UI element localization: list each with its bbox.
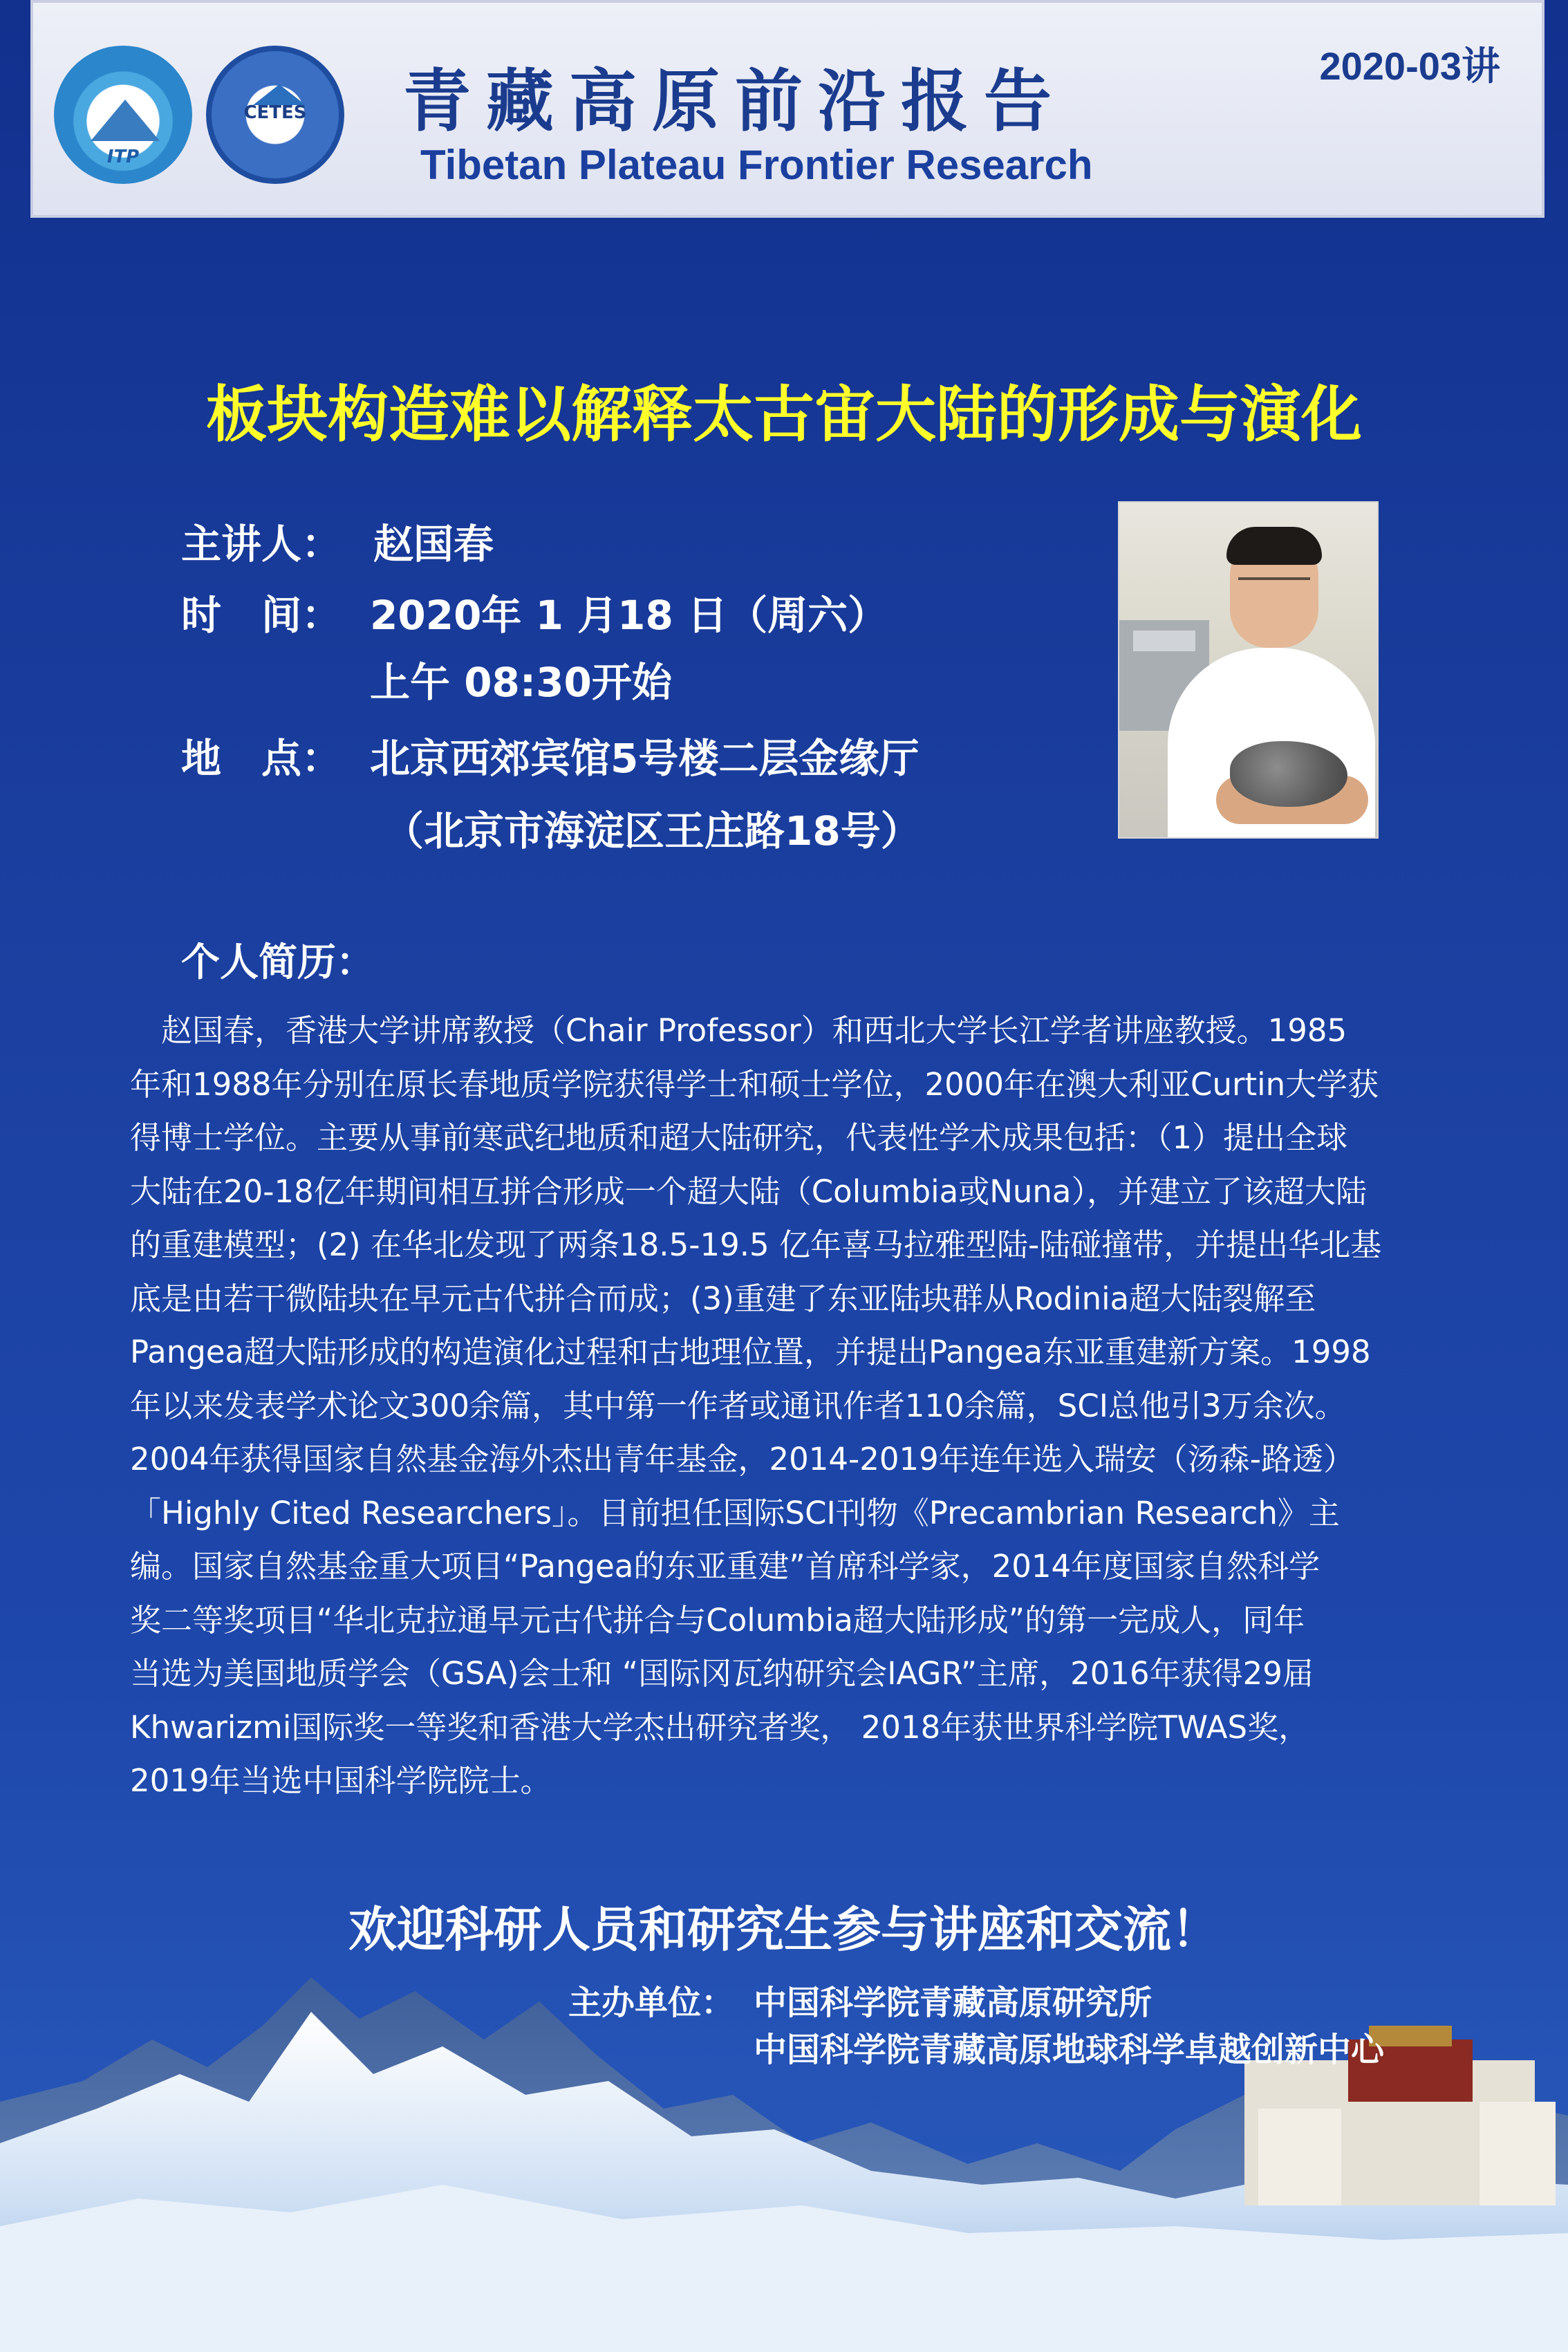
- place-name: 北京西郊宾馆5号楼二层金缘厅: [370, 735, 920, 782]
- photo-glasses: [1238, 577, 1310, 594]
- bio-line: Khwarizmi国际奖一等奖和香港大学杰出研究者奖， 2018年获世界科学院TWAS奖，: [130, 1708, 1310, 1746]
- speaker-name: 赵国春: [373, 521, 494, 568]
- organizer-1: 中国科学院青藏高原研究所: [754, 1984, 1152, 2022]
- cetes-logo: [206, 46, 344, 184]
- photo-hair: [1226, 527, 1322, 565]
- time-date: 2020年 1 月18 日（周六）: [370, 592, 888, 639]
- bio-line: 2004年获得国家自然基金海外杰出青年基金，2014-2019年连年选入瑞安（汤森-路透）: [130, 1441, 1355, 1477]
- lecture-title: 板块构造难以解释太古宙大陆的形成与演化: [205, 379, 1362, 450]
- place-address: （北京市海淀区王庄路18号）: [384, 808, 921, 855]
- organizer-label: 主办单位：: [568, 1984, 735, 2022]
- bio-line: 赵国春，香港大学讲席教授（Chair Professor）和西北大学长江学者讲座教授。1985: [130, 1012, 1347, 1049]
- logo-text-cetes: CETES: [243, 102, 307, 123]
- bio-line: 年和1988年分别在原长春地质学院获得学士和硕士学位，2000年在澳大利亚Curtin大学获: [130, 1065, 1379, 1103]
- organizer-2: 中国科学院青藏高原地球科学卓越创新中心: [754, 2031, 1385, 2069]
- series-title-en: Tibetan Plateau Frontier Research: [420, 142, 1093, 188]
- bio-title: 个人简历：: [181, 940, 375, 985]
- speaker-label: 主讲人：: [181, 521, 342, 568]
- place-label: 地 点：: [181, 735, 342, 782]
- bio-line: 底是由若干微陆块在早元古代拼合而成；(3)重建了东亚陆块群从Rodinia超大陆裂解至: [130, 1280, 1316, 1317]
- photo-bg-device: [1133, 631, 1195, 651]
- bio-line: 的重建模型；(2) 在华北发现了两条18.5-19.5 亿年喜马拉雅型陆-陆碰撞带，并提出华北基: [130, 1226, 1382, 1263]
- speaker-photo: [1118, 501, 1379, 839]
- bio-line: 「Highly Cited Researchers」。目前担任国际SCI刊物《Precambrian Research》主: [130, 1494, 1340, 1531]
- bio-line: 编。国家自然基金重大项目“Pangea的东亚重建”首席科学家，2014年度国家自然科学: [130, 1548, 1320, 1585]
- mountain-icon: [91, 100, 160, 141]
- series-title-cn: 青藏高原前沿报告: [403, 62, 1067, 141]
- bio-text: [130, 1004, 1444, 1808]
- itp-logo: [54, 46, 192, 184]
- bio-line: 年以来发表学术论文300余篇，其中第一作者或通讯作者110余篇，SCI总他引3万余次。: [130, 1387, 1346, 1424]
- bio-line: Pangea超大陆形成的构造演化过程和古地理位置，并提出Pangea东亚重建新方案。1998: [130, 1334, 1371, 1370]
- time-start: 上午 08:30开始: [370, 659, 672, 706]
- photo-rock-sample: [1230, 741, 1347, 807]
- bio-line: 奖二等奖项目“华北克拉通早元古代拼合与Columbia超大陆形成”的第一完成人，同年: [130, 1601, 1305, 1639]
- issue-number: 2020-03讲: [1319, 44, 1500, 88]
- bio-line: 当选为美国地质学会（GSA)会士和 “国际冈瓦纳研究会IAGR”主席，2016年获得29届: [130, 1655, 1314, 1692]
- logo-text-itp: ITP: [106, 147, 140, 167]
- time-label: 时 间：: [181, 592, 342, 639]
- bio-line: 大陆在20-18亿年期间相互拼合形成一个超大陆（Columbia或Nuna），并建立了该超大陆: [130, 1173, 1367, 1210]
- welcome-message: 欢迎科研人员和研究生参与讲座和交流！: [348, 1901, 1220, 1958]
- bio-line: 2019年当选中国科学院院士。: [130, 1762, 552, 1799]
- header-banner: [30, 0, 1544, 218]
- bio-line: 得博士学位。主要从事前寒武纪地质和超大陆研究，代表性学术成果包括：（1）提出全球: [130, 1119, 1348, 1156]
